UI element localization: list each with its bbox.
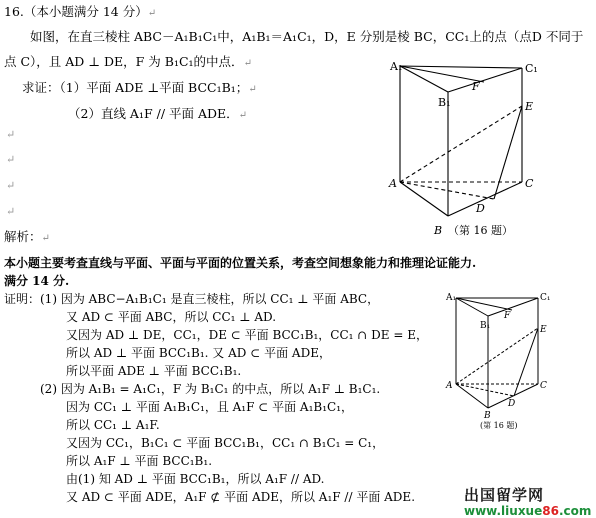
label-F: F — [472, 80, 480, 93]
solution-line: 又 AD ⊂ 平面 ADE，A₁F ⊄ 平面 ADE，所以 A₁F // 平面 ADE. — [66, 490, 416, 504]
problem-header: 16.（本小题满分 14 分）↵ — [4, 4, 157, 19]
label-C: C — [525, 177, 534, 190]
figure-caption: （第 16 题） — [448, 224, 513, 237]
prism-figure-top — [384, 56, 564, 240]
label-A: A — [389, 177, 397, 190]
label-B1: B₁ — [480, 321, 491, 331]
solution-line: 由(1) 知 AD ⊥ 平面 BCC₁B₁，所以 A₁F // AD. — [66, 472, 325, 486]
label-E: E — [525, 100, 534, 113]
label-C1: C₁ — [540, 293, 551, 303]
label-D: D — [508, 399, 516, 409]
label-C1: C₁ — [525, 62, 538, 75]
label-D: D — [476, 202, 485, 215]
solution-line: 又因为 AD ⊥ DE，CC₁，DE ⊂ 平面 BCC₁B₁，CC₁ ∩ DE = E， — [66, 328, 428, 342]
label-B: B — [434, 224, 443, 237]
solution-line: 所以 CC₁ ⊥ A₁F. — [66, 418, 160, 432]
paragraph-mark: ↵ — [6, 205, 16, 218]
solution-line: 又 AD ⊂ 平面 ABC，所以 CC₁ ⊥ AD. — [66, 310, 277, 324]
solution-intro: 本小题主要考查直线与平面、平面与平面的位置关系，考查空间想象能力和推理论证能力. — [4, 256, 477, 270]
paragraph-mark: ↵ — [6, 179, 16, 192]
solution-line: 因为 CC₁ ⊥ 平面 A₁B₁C₁，且 A₁F ⊂ 平面 A₁B₁C₁， — [66, 400, 354, 414]
label-A1: A₁ — [446, 293, 457, 303]
figure-caption: (第 16 题) — [480, 421, 518, 430]
label-F: F — [504, 311, 511, 321]
solution-score: 满分 14 分. — [4, 274, 70, 288]
solution-line: 所以平面 ADE ⊥ 平面 BCC₁B₁. — [66, 364, 242, 378]
prove-part-2: （2）直线 A₁F // 平面 ADE．↵ — [68, 106, 248, 121]
problem-line-1: 如图，在直三棱柱 ABC－A₁B₁C₁中，A₁B₁＝A₁C₁，D，E 分别是棱 BC，CC₁上的点（点D 不同于 — [30, 29, 584, 44]
solution-line: 所以 A₁F ⊥ 平面 BCC₁B₁. — [66, 454, 213, 468]
problem-line-2: 点 C），且 AD ⊥ DE，F 为 B₁C₁的中点．↵ — [4, 54, 252, 69]
watermark-url: www.liuxue86.com — [464, 504, 592, 518]
prism-figure-bottom — [440, 288, 560, 430]
label-A1: A₁ — [390, 60, 403, 73]
site-watermark — [464, 484, 591, 518]
paragraph-mark: ↵ — [6, 153, 16, 166]
label-E: E — [540, 325, 547, 335]
label-B1: B₁ — [438, 96, 451, 109]
solution-line: 又因为 CC₁，B₁C₁ ⊂ 平面 BCC₁B₁，CC₁ ∩ B₁C₁ = C₁， — [66, 436, 385, 450]
solution-line: (2) 因为 A₁B₁ = A₁C₁，F 为 B₁C₁ 的中点，所以 A₁F ⊥ B₁C₁. — [40, 382, 381, 396]
solution-line: 证明：(1) 因为 ABC−A₁B₁C₁ 是直三棱柱，所以 CC₁ ⊥ 平面 ABC， — [4, 292, 380, 306]
solution-line: 所以 AD ⊥ 平面 BCC₁B₁. 又 AD ⊂ 平面 ADE， — [66, 346, 331, 360]
label-C: C — [540, 381, 547, 391]
prove-part-1: 求证：（1）平面 ADE ⊥平面 BCC₁B₁；↵ — [22, 80, 257, 95]
watermark-title: 出国留学网 — [464, 486, 545, 504]
analysis-label: 解析：↵ — [4, 229, 50, 244]
label-A: A — [446, 381, 453, 391]
label-B: B — [484, 411, 491, 421]
paragraph-mark: ↵ — [6, 128, 16, 141]
